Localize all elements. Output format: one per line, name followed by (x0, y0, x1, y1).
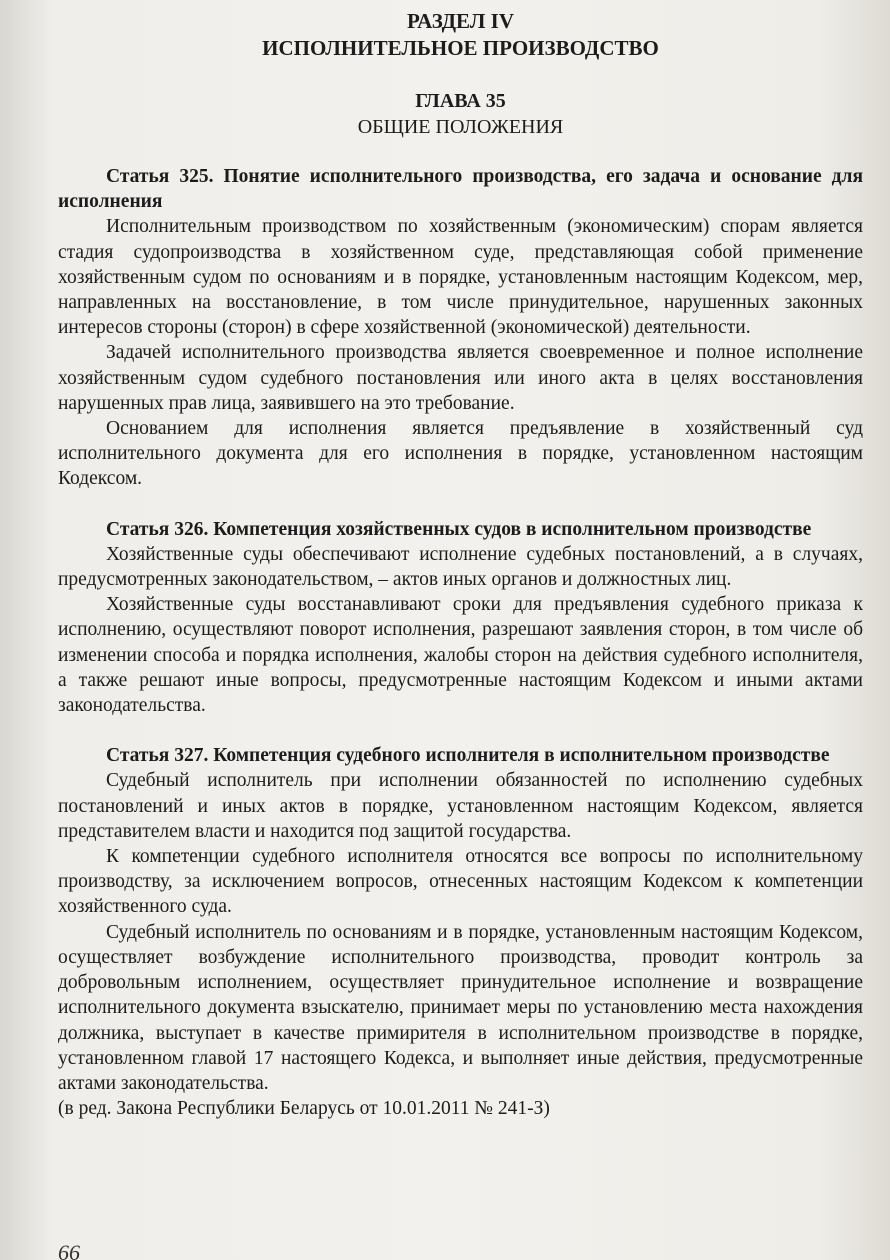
article-paragraph: К компетенции судебного исполнителя относятся все вопросы по исполнительному производству, за исключением вопросов, отнесенных настоящим Кодексом к компетенции хозяйственного суда. (58, 846, 863, 918)
chapter-heading: ГЛАВА 35 (415, 90, 506, 112)
article-gap (58, 718, 863, 743)
page-number: 66 (58, 1240, 80, 1260)
article-paragraph: Исполнительным производством по хозяйственным (экономическим) спорам является стадия судопроизводства в хозяйственном суде, представляющая собой применение хозяйственным судом по основаниям и в порядке, установленным настоящим Кодексом, мер, направленных на восстановление, в том числе принудительное, нарушенных законных интересов стороны (сторон) в сфере хозяйственной (экономической) деятельности. (58, 216, 863, 339)
section-heading: РАЗДЕЛ IV (407, 9, 514, 33)
article-paragraph: Основанием для исполнения является предъявление в хозяйственный суд исполнительного документа для его исполнения в порядке, установленном настоящим Кодексом. (58, 418, 863, 490)
article-paragraph: Задачей исполнительного производства является своевременное и полное исполнение хозяйственным судом судебного постановления или иного акта в целях восстановления нарушенных прав лица, заявившего на это требование. (58, 342, 863, 414)
page-content (58, 8, 863, 1121)
article-title: Статья 325. Понятие исполнительного производства, его задача и основание для исполнения (58, 166, 863, 213)
article-326 (58, 517, 863, 719)
article-paragraph: Хозяйственные суды обеспечивают исполнение судебных постановлений, а в случаях, предусмотренных законодательством, – актов иных органов и должностных лиц. (58, 543, 863, 591)
section-title: ИСПОЛНИТЕЛЬНОЕ ПРОИЗВОДСТВО (262, 36, 659, 60)
article-325 (58, 164, 863, 492)
article-title: Статья 326. Компетенция хозяйственных судов в исполнительном производстве (106, 518, 812, 540)
chapter-title: ОБЩИЕ ПОЛОЖЕНИЯ (357, 116, 564, 138)
article-gap (58, 492, 863, 517)
article-paragraph: Судебный исполнитель при исполнении обязанностей по исполнению судебных постановлений и иных актов в порядке, установленном настоящим Кодексом, является представителем власти и находится под защитой государства. (58, 770, 863, 842)
amendment-note: (в ред. Закона Республики Беларусь от 10.01.2011 № 241-З) (58, 1098, 550, 1120)
article-paragraph: Судебный исполнитель по основаниям и в порядке, установленным настоящим Кодексом, осуществляет возбуждение исполнительного производства, проводит контроль за добровольным исполнением, осуществляет принудительное исполнение и возвращение исполнительного документа взыскателю, принимает меры по установлению места нахождения должника, выступает в качестве примирителя в исполнительном производстве в порядке, установленном главой 17 настоящего Кодекса, и выполняет иные действия, предусмотренные актами законодательства. (58, 921, 863, 1094)
article-paragraph: Хозяйственные суды восстанавливают сроки для предъявления судебного приказа к исполнению, осуществляют поворот исполнения, разрешают заявления сторон, в том числе об изменении способа и порядка исполнения, жалобы сторон на действия судебного исполнителя, а также решают иные вопросы, предусмотренные настоящим Кодексом и иными актами законодательства. (58, 594, 863, 717)
article-title: Статья 327. Компетенция судебного исполнителя в исполнительном производстве (106, 745, 830, 767)
article-327 (58, 743, 863, 1121)
